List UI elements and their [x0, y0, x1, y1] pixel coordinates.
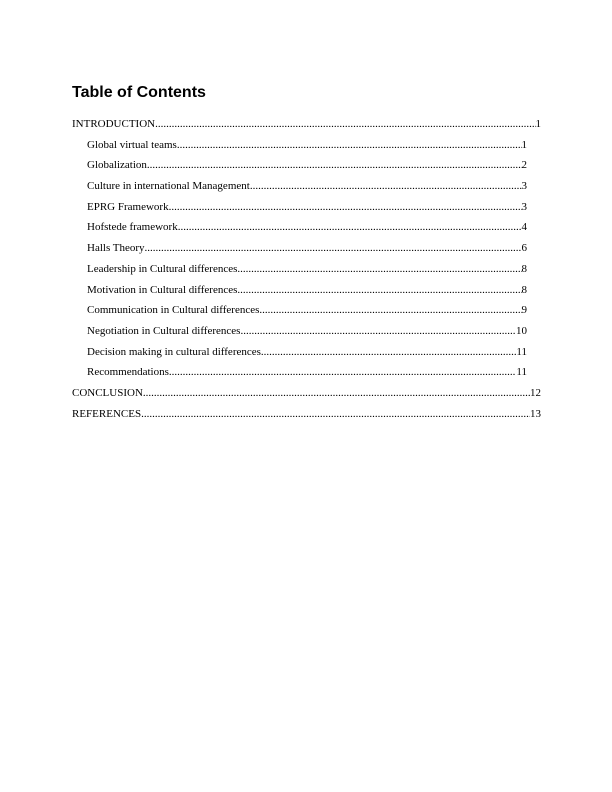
toc-dot-leader — [240, 324, 516, 338]
toc-page-number: 6 — [521, 242, 527, 255]
toc-page-number: 1 — [535, 118, 541, 130]
toc-entry-hofstede-framework[interactable] — [0, 220, 612, 241]
toc-page-number: 9 — [521, 304, 527, 317]
toc-dot-leader — [261, 345, 517, 359]
toc-entry-label: Motivation in Cultural differences — [87, 283, 238, 296]
toc-dot-leader — [237, 283, 521, 297]
toc-entry-label: Decision making in cultural differences — [87, 345, 261, 358]
toc-dot-leader — [169, 365, 517, 379]
toc-dot-leader — [250, 179, 522, 193]
toc-page-number: 1 — [521, 138, 527, 151]
toc-entry-references[interactable] — [0, 407, 612, 428]
toc-entry-decision-making-in-cultural-differences[interactable] — [0, 345, 612, 366]
toc-dot-leader — [143, 386, 530, 400]
toc-page-number: 8 — [521, 262, 527, 275]
toc-entry-communication-in-cultural-differences[interactable] — [0, 303, 612, 324]
toc-page-number: 3 — [521, 180, 527, 193]
toc-entry-label: Global virtual teams — [87, 138, 177, 151]
toc-entry-label: Leadership in Cultural differences — [87, 262, 238, 275]
toc-entry-negotiation-in-cultural-differences[interactable] — [0, 324, 612, 345]
toc-entry-halls-theory[interactable] — [0, 241, 612, 262]
toc-entry-culture-in-international-management[interactable] — [0, 179, 612, 200]
toc-entry-label: INTRODUCTION — [72, 118, 156, 130]
toc-dot-leader — [155, 117, 535, 131]
toc-entry-eprg-framework[interactable] — [0, 200, 612, 221]
toc-dot-leader — [177, 138, 522, 152]
toc-entry-motivation-in-cultural-differences[interactable] — [0, 283, 612, 304]
toc-entry-globalization[interactable] — [0, 158, 612, 179]
toc-page-number: 3 — [521, 200, 527, 213]
toc-entry-label: Recommendations — [87, 366, 169, 379]
toc-dot-leader — [141, 407, 530, 421]
toc-dot-leader — [178, 220, 522, 234]
toc-dot-leader — [145, 241, 522, 255]
toc-dot-leader — [147, 158, 522, 172]
toc-entry-introduction[interactable] — [0, 117, 612, 138]
toc-entry-label: Halls Theory — [87, 242, 145, 255]
toc-page-number: 4 — [521, 221, 527, 234]
toc-page-number: 11 — [516, 366, 527, 379]
toc-page-number: 8 — [521, 283, 527, 296]
toc-page-number: 11 — [516, 345, 527, 358]
toc-entry-label: Negotiation in Cultural differences — [87, 324, 241, 337]
toc-title: Table of Contents — [72, 84, 206, 101]
toc-entry-label: CONCLUSION — [72, 386, 143, 399]
toc-page-number: 13 — [530, 407, 541, 420]
toc-entry-label: REFERENCES — [72, 407, 142, 420]
toc-list — [0, 117, 612, 427]
toc-entry-recommendations[interactable] — [0, 365, 612, 386]
toc-dot-leader — [259, 303, 521, 317]
toc-dot-leader — [237, 262, 521, 276]
toc-page-number: 10 — [516, 324, 527, 337]
toc-entry-global-virtual-teams[interactable] — [0, 138, 612, 159]
toc-entry-leadership-in-cultural-differences[interactable] — [0, 262, 612, 283]
toc-entry-conclusion[interactable] — [0, 386, 612, 407]
toc-entry-label: Culture in international Management — [87, 180, 250, 193]
toc-entry-label: Hofstede framework — [87, 221, 178, 234]
toc-dot-leader — [169, 200, 522, 214]
toc-entry-label: Globalization — [87, 159, 147, 172]
toc-page-number: 2 — [521, 159, 527, 172]
toc-entry-label: Communication in Cultural differences — [87, 304, 260, 317]
toc-page-number: 12 — [530, 386, 541, 399]
toc-entry-label: EPRG Framework — [87, 200, 169, 213]
